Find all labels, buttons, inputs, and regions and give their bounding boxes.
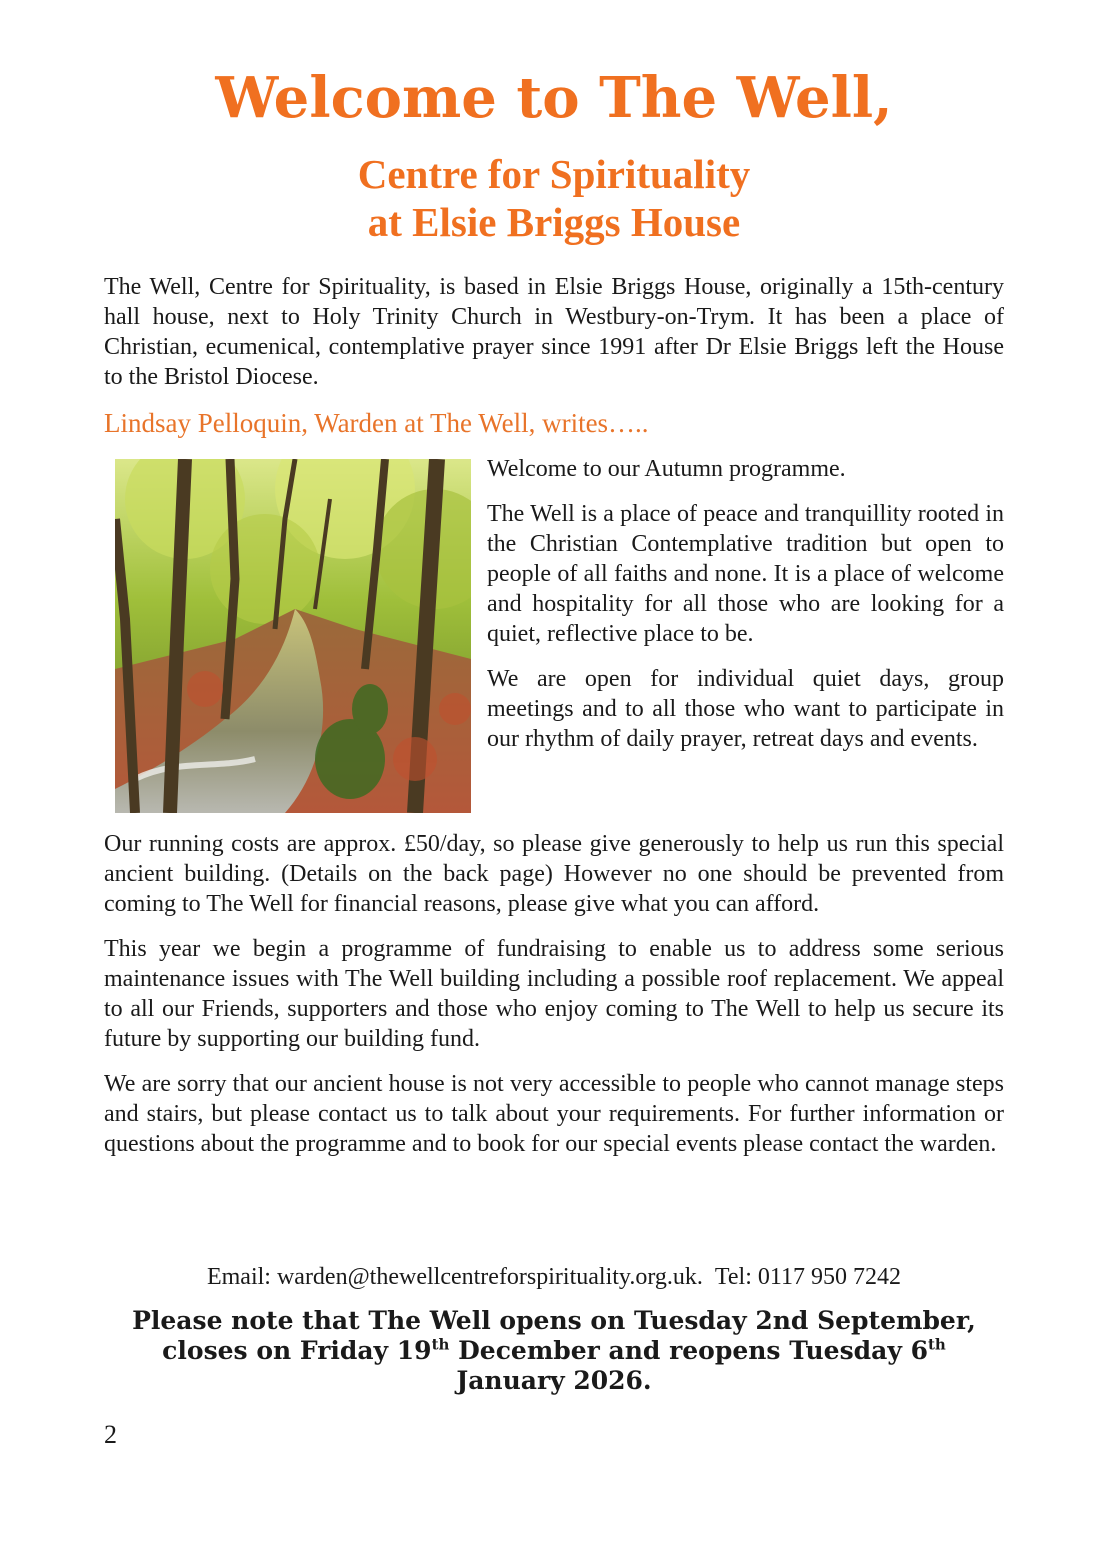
- subtitle-line-1: Centre for Spirituality: [357, 151, 751, 197]
- running-costs-paragraph: Our running costs are approx. £50/day, so please give generously to help us run this special ancient building. (Details on the back page) However no one should be prevented from coming to The Well for financial reasons, please give what you can afford.: [104, 831, 1004, 917]
- email-label: Email:: [206, 1264, 271, 1290]
- notice-text-1: Please note that The Well opens on Tuesday 2nd September, closes on Friday 19: [132, 1306, 976, 1365]
- accessibility-paragraph: We are sorry that our ancient house is not very accessible to people who cannot manage steps and stairs, but please contact us to talk about your requirements. For further information or questions about the programme and to book for our special events please contact the warden.: [104, 1071, 1004, 1157]
- about-paragraph: The Well is a place of peace and tranquillity rooted in the Christian Contemplative tradition but open to people of all faiths and none. It is a place of welcome and hospitality for all those who are looking for a quiet, reflective place to be.: [487, 501, 1004, 647]
- opening-dates-notice: [104, 1306, 1004, 1396]
- intro-paragraph: The Well, Centre for Spirituality, is based in Elsie Briggs House, originally a 15th-century hall house, next to Holy Trinity Church in Westbury-on-Trym. It has been a place of Christian, ecumenical, contemplative prayer since 1991 after Dr Elsie Briggs left the House to the Bristol Diocese.: [104, 274, 1004, 390]
- fundraising-paragraph: This year we begin a programme of fundraising to enable us to address some serious maintenance issues with The Well building including a possible roof replacement. We appeal to all our Friends, supporters and those who enjoy coming to The Well to help us secure its future by supporting our building fund.: [104, 936, 1004, 1052]
- warden-byline: Lindsay Pelloquin, Warden at The Well, writes…..: [104, 408, 649, 438]
- lower-paragraphs: [104, 829, 1004, 1174]
- page-title: Welcome to The Well,: [215, 65, 893, 131]
- right-column-text: [487, 454, 1004, 769]
- notice-text-3: January 2026.: [456, 1366, 652, 1395]
- contact-line: [104, 1262, 1004, 1292]
- page-subtitle: [104, 150, 1004, 246]
- welcome-line: Welcome to our Autumn programme.: [487, 456, 846, 482]
- notice-sup-1: th: [431, 1335, 450, 1354]
- notice-text-2: December and reopens Tuesday 6: [449, 1336, 928, 1365]
- email-link[interactable]: warden@thewellcentreforspirituality.org.uk.: [276, 1264, 703, 1290]
- subtitle-line-2: at Elsie Briggs House: [367, 199, 741, 245]
- tel-number[interactable]: 0117 950 7242: [757, 1264, 902, 1290]
- notice-sup-2: th: [927, 1335, 946, 1354]
- opening-paragraph: We are open for individual quiet days, group meetings and to all those who want to participate in our rhythm of daily prayer, retreat days and events.: [487, 666, 1004, 752]
- page-number: 2: [104, 1420, 117, 1449]
- autumn-woodland-stream-photo: [115, 459, 471, 813]
- tel-label: Tel:: [714, 1264, 752, 1290]
